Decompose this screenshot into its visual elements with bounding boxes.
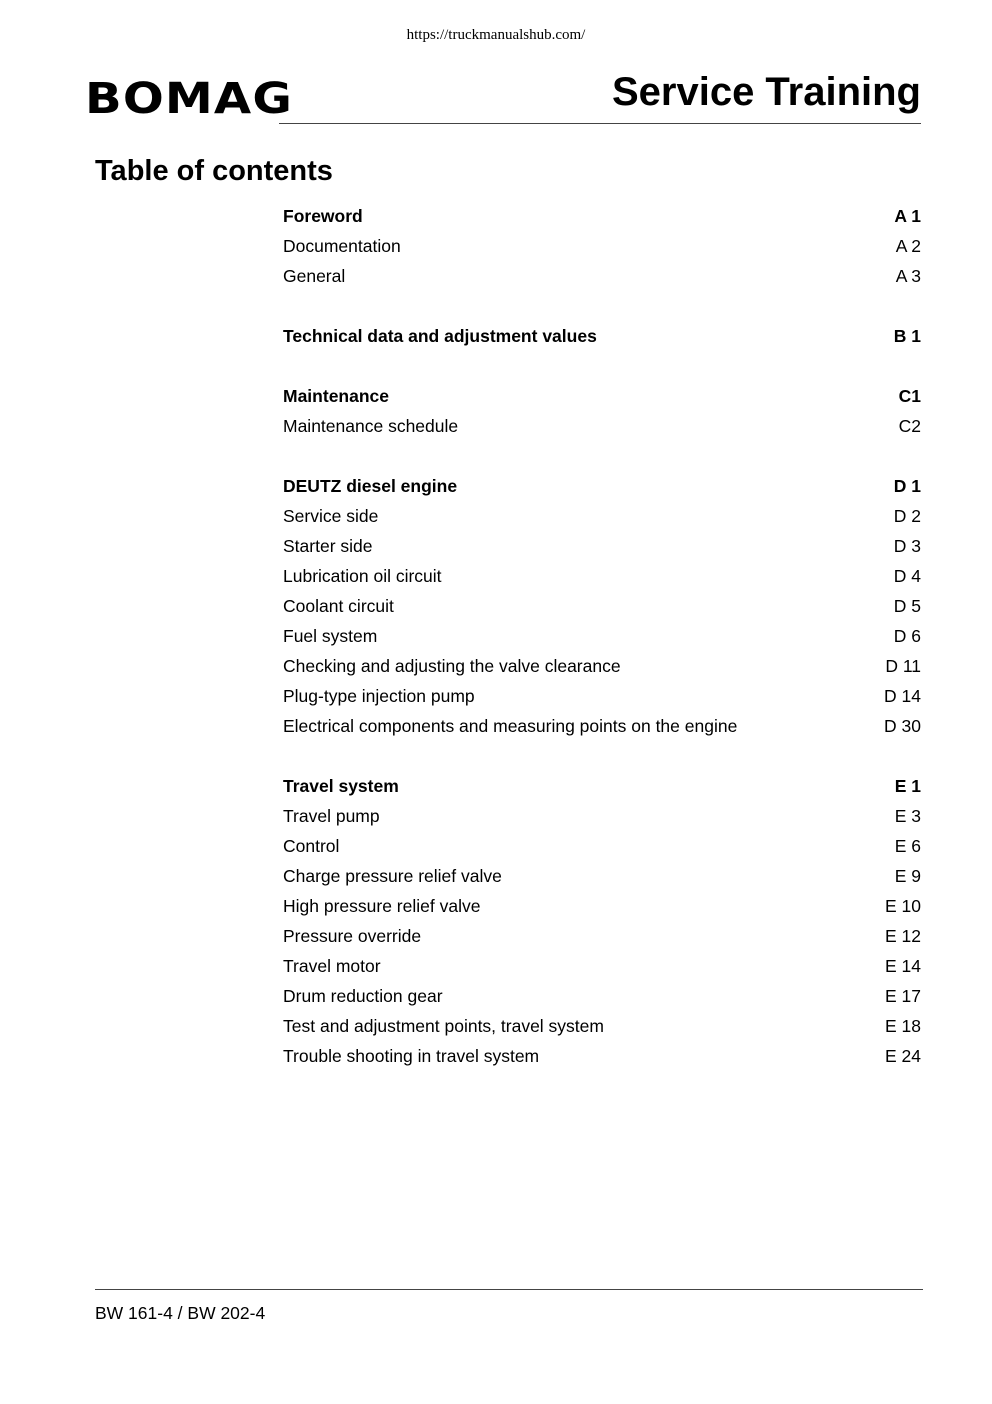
document-title: Service Training <box>611 70 921 114</box>
toc-entry-label: Plug-type injection pump <box>283 686 475 706</box>
footer-divider <box>95 1289 923 1290</box>
toc-entry-page: B 1 <box>893 326 921 346</box>
toc-entry-page: E 9 <box>894 866 921 886</box>
toc-entry[interactable] <box>283 981 921 1011</box>
header-divider <box>279 123 921 124</box>
toc-entry-label: Documentation <box>283 236 401 256</box>
toc-entry-label: Technical data and adjustment values <box>283 326 597 346</box>
toc-section <box>283 321 921 351</box>
footer-model: BW 161-4 / BW 202-4 <box>95 1303 266 1323</box>
toc-entry-page: D 14 <box>884 686 921 706</box>
toc-entry[interactable] <box>283 1011 921 1041</box>
toc-entry-label: Checking and adjusting the valve clearance <box>283 656 621 676</box>
toc-entry-page: E 24 <box>885 1046 921 1066</box>
toc-section <box>283 381 921 441</box>
toc-entry-page: A 1 <box>894 206 921 226</box>
toc-entry[interactable] <box>283 381 921 411</box>
toc-entry-page: E 18 <box>885 1016 921 1036</box>
toc-entry-label: Service side <box>283 506 379 526</box>
toc-entry[interactable] <box>283 201 921 231</box>
toc-entry[interactable] <box>283 801 921 831</box>
toc-entry-label: DEUTZ diesel engine <box>283 476 458 496</box>
toc-entry-label: Electrical components and measuring points on the engine <box>283 716 738 736</box>
source-url: https://truckmanualshub.com/ <box>406 27 586 43</box>
toc-entry[interactable] <box>283 501 921 531</box>
toc-entry-label: Travel system <box>283 776 399 796</box>
toc-entry[interactable] <box>283 261 921 291</box>
toc-entry-label: Drum reduction gear <box>283 986 443 1006</box>
toc-entry[interactable] <box>283 891 921 921</box>
toc-entry-page: D 5 <box>893 596 921 616</box>
toc-entry-label: General <box>283 266 346 286</box>
toc-entry-page: E 3 <box>894 806 921 826</box>
toc-entry-label: Pressure override <box>283 926 422 946</box>
toc-entry[interactable] <box>283 651 921 681</box>
toc-entry[interactable] <box>283 231 921 261</box>
toc-entry[interactable] <box>283 1041 921 1071</box>
toc-section <box>283 201 921 291</box>
toc-entry-page: D 1 <box>893 476 921 496</box>
toc-entry-label: Test and adjustment points, travel system <box>283 1016 604 1036</box>
toc-section <box>283 471 921 741</box>
toc-entry-label: Maintenance <box>283 386 389 406</box>
toc-entry-page: E 6 <box>894 836 921 856</box>
toc-entry-label: Travel motor <box>283 956 381 976</box>
toc-entry[interactable] <box>283 411 921 441</box>
toc-entry[interactable] <box>283 711 921 741</box>
toc-entry-label: Foreword <box>283 206 363 226</box>
toc-entry-page: D 3 <box>893 536 921 556</box>
toc-entry[interactable] <box>283 471 921 501</box>
toc-entry-page: E 12 <box>885 926 921 946</box>
toc-entry[interactable] <box>283 921 921 951</box>
toc-entry-page: A 3 <box>895 266 921 286</box>
toc-entry-page: E 14 <box>885 956 921 976</box>
toc-entry-label: Starter side <box>283 536 373 556</box>
toc-entry[interactable] <box>283 771 921 801</box>
toc-entry-label: Trouble shooting in travel system <box>283 1046 540 1066</box>
toc-section <box>283 771 921 1071</box>
toc-entry[interactable] <box>283 591 921 621</box>
toc-entry-page: D 4 <box>893 566 921 586</box>
toc-entry[interactable] <box>283 861 921 891</box>
toc-entry-page: D 2 <box>893 506 921 526</box>
toc-entry-label: Maintenance schedule <box>283 416 459 436</box>
bomag-logo: BOMAG <box>85 74 293 124</box>
toc-entry-page: D 6 <box>893 626 921 646</box>
toc-entry[interactable] <box>283 831 921 861</box>
toc-entry-page: D 11 <box>885 656 921 676</box>
toc-entry[interactable] <box>283 621 921 651</box>
toc-entry[interactable] <box>283 531 921 561</box>
table-of-contents <box>283 201 921 1101</box>
toc-entry-page: E 10 <box>885 896 921 916</box>
toc-entry-label: Control <box>283 836 340 856</box>
toc-entry[interactable] <box>283 561 921 591</box>
toc-entry-page: E 1 <box>894 776 921 796</box>
toc-entry-label: Fuel system <box>283 626 378 646</box>
toc-entry[interactable] <box>283 951 921 981</box>
toc-entry-page: C1 <box>898 386 921 406</box>
toc-entry-label: Coolant circuit <box>283 596 394 616</box>
toc-entry-page: E 17 <box>885 986 921 1006</box>
toc-heading: Table of contents <box>95 155 333 187</box>
toc-entry-page: C2 <box>898 416 921 436</box>
toc-entry-page: A 2 <box>895 236 921 256</box>
toc-entry-label: Lubrication oil circuit <box>283 566 442 586</box>
toc-entry[interactable] <box>283 681 921 711</box>
toc-entry-label: Travel pump <box>283 806 380 826</box>
toc-entry-label: Charge pressure relief valve <box>283 866 502 886</box>
toc-entry-page: D 30 <box>884 716 921 736</box>
toc-entry[interactable] <box>283 321 921 351</box>
toc-entry-label: High pressure relief valve <box>283 896 481 916</box>
